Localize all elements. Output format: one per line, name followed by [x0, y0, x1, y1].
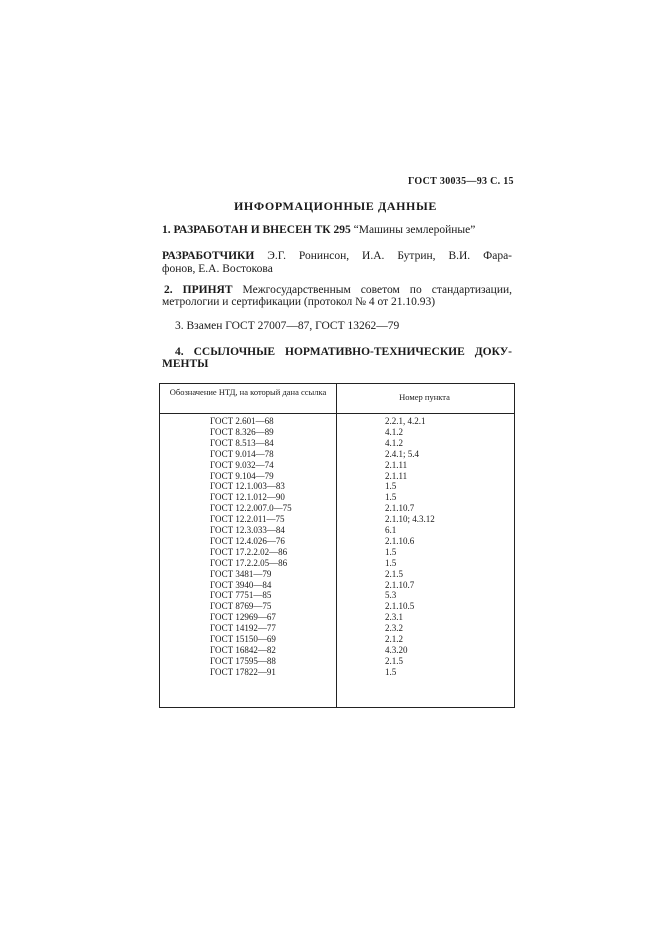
document-cell: ГОСТ 16842—82 [210, 644, 276, 655]
clause-number-cell: 2.1.10.6 [385, 535, 415, 546]
document-cell: ГОСТ 8.326—89 [210, 426, 274, 437]
document-cell: ГОСТ 7751—85 [210, 590, 272, 601]
clause-number-cell: 4.1.2 [385, 426, 403, 437]
document-cell: ГОСТ 8.513—84 [210, 437, 274, 448]
clause-number-cell: 1.5 [385, 492, 397, 503]
column-header-document: Обозначение НТД, на который дана ссылка [169, 387, 327, 397]
clause-number-cell: 2.1.5 [385, 568, 403, 579]
clause-number-cell: 2.3.1 [385, 612, 403, 623]
document-cell: ГОСТ 12.4.026—76 [210, 535, 285, 546]
paragraph-1 [162, 224, 512, 236]
table-row [160, 427, 514, 438]
page-header: ГОСТ 30035—93 С. 15 [408, 176, 514, 187]
document-cell: ГОСТ 9.032—74 [210, 459, 274, 470]
document-cell: ГОСТ 12.2.011—75 [210, 514, 285, 525]
table-row [160, 503, 514, 514]
document-cell: ГОСТ 3940—84 [210, 579, 272, 590]
table-row [160, 547, 514, 558]
document-cell: ГОСТ 12.2.007.0—75 [210, 503, 292, 514]
clause-number-cell: 2.4.1; 5.4 [385, 448, 420, 459]
table-row [160, 449, 514, 460]
table-row [160, 481, 514, 492]
document-cell: ГОСТ 14192—77 [210, 623, 276, 634]
references-table [159, 383, 515, 708]
clause-number-cell: 2.1.10.7 [385, 503, 415, 514]
paragraph-4-line-2: МЕНТЫ [162, 358, 209, 370]
document-cell: ГОСТ 12.3.033—84 [210, 525, 285, 535]
clause-number-cell: 2.1.5 [385, 655, 403, 666]
clause-number-cell: 2.1.10; 4.3.12 [385, 514, 435, 525]
paragraph-2-text: Межгосударственным советом по стандартизации, [242, 284, 512, 296]
developers-line-2: фонов, Е.А. Востокова [162, 263, 273, 275]
table-row [160, 525, 514, 536]
table-row [160, 601, 514, 612]
clause-number-cell: 1.5 [385, 557, 397, 568]
table-row [160, 645, 514, 656]
clause-number-cell: 2.1.10.5 [385, 601, 415, 612]
table-header [160, 384, 514, 414]
table-row [160, 590, 514, 601]
paragraph-2-lead: 2. ПРИНЯТ [164, 284, 233, 296]
document-cell: ГОСТ 2.601—68 [210, 416, 274, 426]
paragraph-3: 3. Взамен ГОСТ 27007—87, ГОСТ 13262—79 [175, 320, 400, 332]
developers-text: Э.Г. Ронинсон, И.А. Бутрин, В.И. Фара- [267, 250, 513, 262]
document-cell: ГОСТ 12.1.012—90 [210, 492, 285, 503]
table-row [160, 460, 514, 471]
clause-number-cell: 2.1.11 [385, 459, 408, 470]
paragraph-2-line-1 [164, 284, 512, 296]
paragraph-4-line-1: 4. ССЫЛОЧНЫЕ НОРМАТИВНО-ТЕХНИЧЕСКИЕ ДОКУ- [175, 346, 512, 358]
table-row [160, 514, 514, 525]
clause-number-cell: 1.5 [385, 546, 397, 557]
table-row [160, 438, 514, 449]
developers-lead: РАЗРАБОТЧИКИ [162, 250, 255, 262]
document-cell: ГОСТ 15150—69 [210, 634, 276, 644]
document-cell: ГОСТ 17595—88 [210, 655, 276, 666]
clause-number-cell: 6.1 [385, 525, 397, 535]
paragraph-2-line-2: метрологии и сертификации (протокол № 4 от 21.10.93) [162, 296, 436, 308]
table-row [160, 580, 514, 591]
table-row [160, 471, 514, 482]
clause-number-cell: 4.3.20 [385, 644, 408, 655]
clause-number-cell: 1.5 [385, 666, 397, 677]
table-row [160, 634, 514, 645]
document-cell: ГОСТ 17.2.2.05—86 [210, 557, 288, 568]
clause-number-cell: 2.3.2 [385, 623, 403, 634]
document-cell: ГОСТ 9.014—78 [210, 448, 274, 459]
table-row [160, 536, 514, 547]
table-row [160, 416, 514, 427]
developers-line-1 [162, 250, 512, 262]
clause-number-cell: 4.1.2 [385, 437, 403, 448]
clause-number-cell: 2.2.1, 4.2.1 [385, 416, 426, 426]
clause-number-cell: 2.1.10.7 [385, 579, 415, 590]
table-row [160, 667, 514, 678]
clause-number-cell: 1.5 [385, 481, 397, 492]
table-row [160, 612, 514, 623]
document-cell: ГОСТ 8769—75 [210, 601, 272, 612]
table-row [160, 623, 514, 634]
document-cell: ГОСТ 3481—79 [210, 568, 272, 579]
document-cell: ГОСТ 9.104—79 [210, 470, 274, 481]
clause-number-cell: 2.1.11 [385, 470, 408, 481]
table-row [160, 656, 514, 667]
clause-number-cell: 2.1.2 [385, 634, 403, 644]
clause-number-cell: 5.3 [385, 590, 397, 601]
document-cell: ГОСТ 12969—67 [210, 612, 276, 623]
document-cell: ГОСТ 12.1.003—83 [210, 481, 285, 492]
document-cell: ГОСТ 17822—91 [210, 666, 276, 677]
paragraph-1-text: “Машины землеройные” [353, 224, 476, 236]
table-row [160, 492, 514, 503]
document-title: ИНФОРМАЦИОННЫЕ ДАННЫЕ [234, 199, 437, 213]
column-header-clause: Номер пункта [399, 392, 450, 402]
paragraph-1-lead: 1. РАЗРАБОТАН И ВНЕСЕН ТК 295 [162, 224, 351, 236]
table-row [160, 569, 514, 580]
document-cell: ГОСТ 17.2.2.02—86 [210, 546, 288, 557]
table-row [160, 558, 514, 569]
